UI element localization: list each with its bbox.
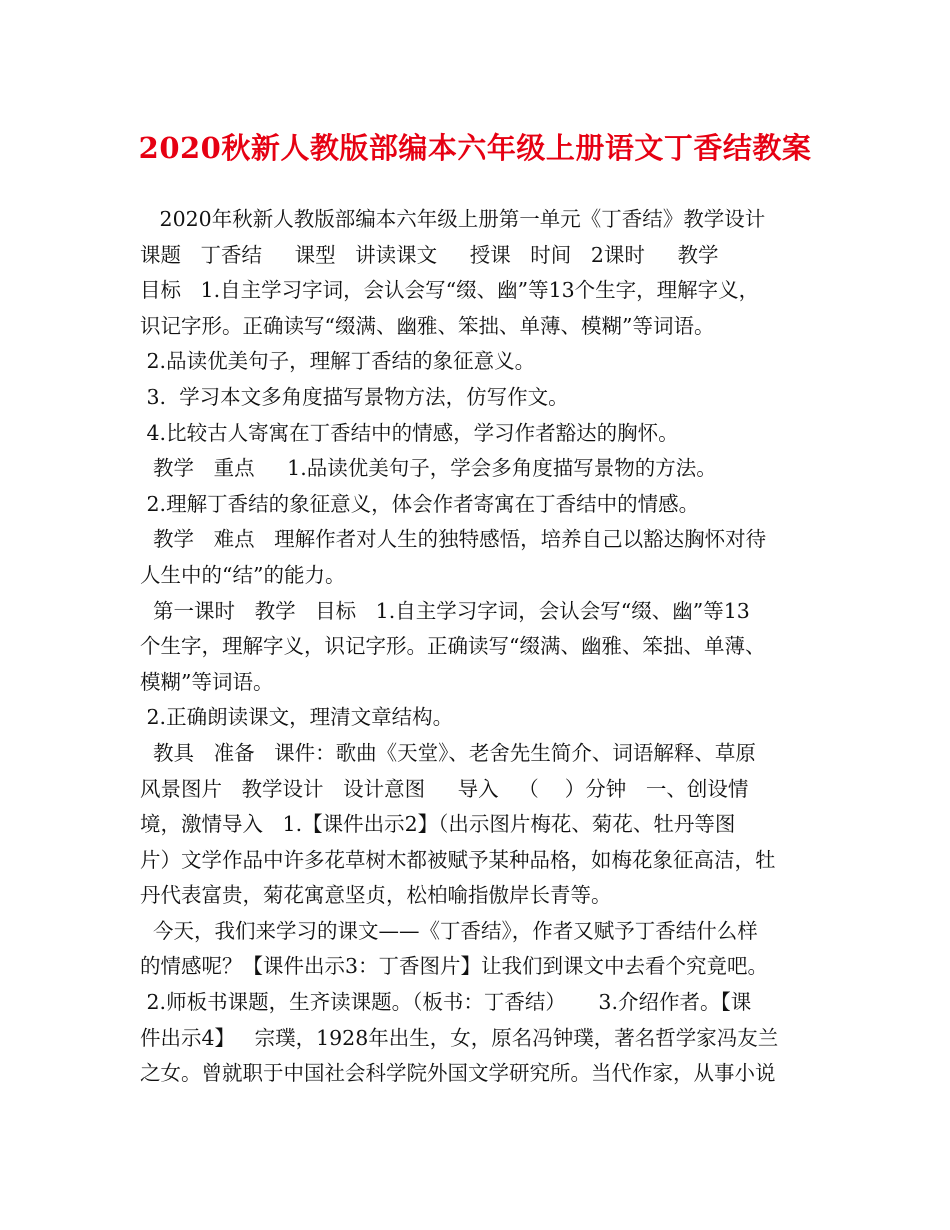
text-line: 模糊”等词语。	[140, 669, 274, 694]
text-line: 识记字形。正确读写“缀满、幽雅、笨拙、单薄、模糊”等词语。	[140, 313, 715, 338]
text-line: 2.正确朗读课文，理清文章结构。	[140, 705, 454, 730]
text-line: 风景图片 教学设计 设计意图 导入 （ ）分钟 一、创设情	[140, 776, 749, 801]
text-line: 片）文学作品中许多花草树木都被赋予某种品格，如梅花象征高洁，牡	[140, 847, 776, 872]
text-line: 丹代表富贵，菊花寓意坚贞，松柏喻指傲岸长青等。	[140, 883, 612, 908]
text-line: 教具 准备 课件：歌曲《天堂》、老舍先生简介、词语解释、草原	[140, 740, 756, 765]
text-line: 第一课时 教学 目标 1.自主学习字词，会认会写“缀、幽”等13	[140, 598, 750, 623]
text-line: 人生中的“结”的能力。	[140, 562, 346, 587]
text-line: 3. 学习本文多角度描写景物方法，仿写作文。	[140, 384, 569, 409]
body-text	[140, 202, 815, 1092]
text-line: 2.理解丁香结的象征意义，体会作者寄寓在丁香结中的情感。	[140, 491, 700, 516]
text-line: 之女。曾就职于中国社会科学院外国文学研究所。当代作家，从事小说	[140, 1061, 776, 1086]
page-title: 2020秋新人教版部编本六年级上册语文丁香结教案	[138, 131, 812, 165]
text-line: 课题 丁香结 课型 讲读课文 授课 时间 2课时 教学	[140, 242, 719, 267]
text-line: 今天，我们来学习的课文——《丁香结》，作者又赋予丁香结什么样	[140, 918, 758, 943]
text-line: 的情感呢？【课件出示3：丁香图片】让我们到课文中去看个究竟吧。	[140, 954, 769, 979]
text-line: 教学 重点 1.品读优美句子，学会多角度描写景物的方法。	[140, 456, 717, 481]
text-line: 件出示4】 宗璞，1928年出生，女，原名冯钟璞，著名哲学家冯友兰	[140, 1025, 779, 1050]
text-line: 教学 难点 理解作者对人生的独特感悟，培养自己以豁达胸怀对待	[140, 527, 767, 552]
text-line: 2.品读优美句子，理解丁香结的象征意义。	[140, 349, 536, 374]
text-line: 2020年秋新人教版部编本六年级上册第一单元《丁香结》教学设计	[140, 207, 766, 231]
text-line: 2.师板书课题，生齐读课题。（板书：丁香结） 3.介绍作者。【课	[140, 990, 752, 1015]
text-line: 个生字，理解字义，识记字形。正确读写“缀满、幽雅、笨拙、单薄、	[140, 634, 766, 659]
text-line: 4.比较古人寄寓在丁香结中的情感，学习作者豁达的胸怀。	[140, 420, 679, 445]
text-line: 目标 1.自主学习字词，会认会写“缀、幽”等13个生字，理解字义，	[140, 278, 760, 303]
text-line: 境，激情导入 1.【课件出示2】（出示图片梅花、菊花、牡丹等图	[140, 812, 736, 837]
